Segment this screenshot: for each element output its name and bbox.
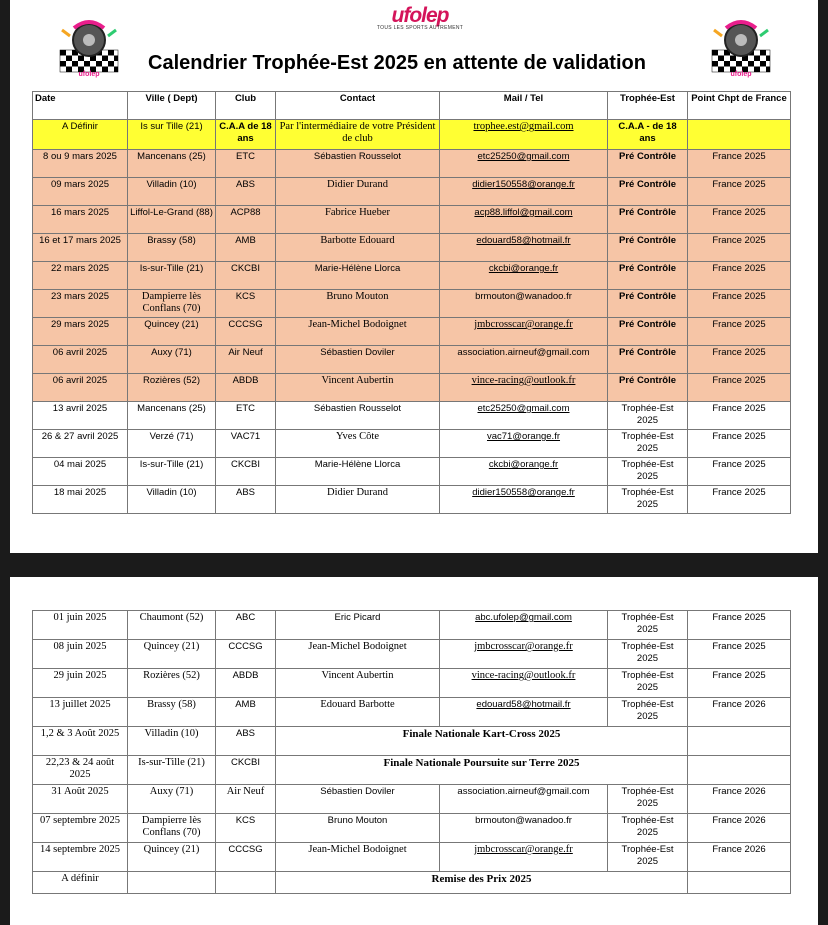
cell-ville: Rozières (52) xyxy=(128,374,216,402)
cell-date: 07 septembre 2025 xyxy=(33,814,128,843)
cell-point: France 2025 xyxy=(688,486,791,514)
col-point-header: Point Chpt de France xyxy=(688,92,791,120)
cell-point xyxy=(688,120,791,150)
cell-contact: Sébastien Rousselot xyxy=(276,150,440,178)
cell-trophee: Trophée-Est 2025 xyxy=(608,402,688,430)
cell-trophee: Pré Contrôle xyxy=(608,346,688,374)
cell-ville: Dampierre lès Conflans (70) xyxy=(128,814,216,843)
cell-ville: Auxy (71) xyxy=(128,785,216,814)
cell-ville: Rozières (52) xyxy=(128,669,216,698)
cell-club xyxy=(216,872,276,894)
cell-point: France 2025 xyxy=(688,374,791,402)
cell-date: 16 mars 2025 xyxy=(33,206,128,234)
table-row xyxy=(33,640,791,669)
cell-trophee: Trophée-Est 2025 xyxy=(608,669,688,698)
cell-date: 14 septembre 2025 xyxy=(33,843,128,872)
calendar-page-2 xyxy=(10,577,818,925)
cell-point: France 2025 xyxy=(688,234,791,262)
cell-ville: Chaumont (52) xyxy=(128,611,216,640)
cell-ville: Mancenans (25) xyxy=(128,402,216,430)
table-row xyxy=(33,318,791,346)
cell-contact: Didier Durand xyxy=(276,178,440,206)
col-ville-header: Ville ( Dept) xyxy=(128,92,216,120)
cell-club: ETC xyxy=(216,402,276,430)
table-row xyxy=(33,120,791,150)
cell-club: AMB xyxy=(216,698,276,727)
cell-contact: Marie-Hélène Llorca xyxy=(276,458,440,486)
cell-point: France 2026 xyxy=(688,814,791,843)
cell-date: 22,23 & 24 août 2025 xyxy=(33,756,128,785)
cell-mail[interactable]: jmbcrosscar@orange.fr xyxy=(440,843,608,872)
col-trophee-header: Trophée-Est xyxy=(608,92,688,120)
cell-contact: Sébastien Doviler xyxy=(276,346,440,374)
cell-club: ABS xyxy=(216,727,276,756)
cell-contact: Didier Durand xyxy=(276,486,440,514)
cell-contact: Fabrice Hueber xyxy=(276,206,440,234)
cell-club: KCS xyxy=(216,290,276,318)
col-contact-header: Contact xyxy=(276,92,440,120)
cell-club: CKCBI xyxy=(216,262,276,290)
cell-club: ABS xyxy=(216,178,276,206)
table-row xyxy=(33,430,791,458)
logo-tagline: TOUS LES SPORTS AUTREMENT xyxy=(376,25,464,31)
cell-mail[interactable]: ckcbi@orange.fr xyxy=(440,458,608,486)
cell-trophee: Trophée-Est 2025 xyxy=(608,611,688,640)
race-badge-left-icon xyxy=(56,14,122,78)
cell-club: CKCBI xyxy=(216,458,276,486)
svg-text:ufolep: ufolep xyxy=(78,71,100,78)
cell-club: ACP88 xyxy=(216,206,276,234)
table-row xyxy=(33,756,791,785)
cell-date: 06 avril 2025 xyxy=(33,346,128,374)
cell-point: France 2025 xyxy=(688,150,791,178)
cell-trophee: Trophée-Est 2025 xyxy=(608,785,688,814)
table-row xyxy=(33,402,791,430)
cell-club: ABS xyxy=(216,486,276,514)
cell-club: Air Neuf xyxy=(216,785,276,814)
cell-point: France 2025 xyxy=(688,318,791,346)
cell-mail[interactable]: vac71@orange.fr xyxy=(440,430,608,458)
ufolep-logo xyxy=(350,4,490,31)
table-row xyxy=(33,698,791,727)
cell-ville xyxy=(128,872,216,894)
cell-mail[interactable]: brmouton@wanadoo.fr xyxy=(440,814,608,843)
cell-point: France 2026 xyxy=(688,785,791,814)
cell-ville: Is sur Tille (21) xyxy=(128,120,216,150)
table-header-row xyxy=(33,92,791,120)
cell-contact: Vincent Aubertin xyxy=(276,374,440,402)
cell-ville: Villadin (10) xyxy=(128,178,216,206)
cell-trophee: Trophée-Est 2025 xyxy=(608,698,688,727)
calendar-page-1 xyxy=(10,0,818,553)
cell-mail[interactable]: abc.ufolep@gmail.com xyxy=(440,611,608,640)
table-row xyxy=(33,150,791,178)
cell-mail[interactable]: brmouton@wanadoo.fr xyxy=(440,290,608,318)
cell-ville: Quincey (21) xyxy=(128,640,216,669)
table-row xyxy=(33,290,791,318)
cell-club: ETC xyxy=(216,150,276,178)
cell-trophee: Pré Contrôle xyxy=(608,234,688,262)
cell-contact: Par l'intermédiaire de votre Président de club xyxy=(276,120,440,150)
cell-date: A Définir xyxy=(33,120,128,150)
cell-date: 26 & 27 avril 2025 xyxy=(33,430,128,458)
cell-point: France 2025 xyxy=(688,458,791,486)
cell-date: 22 mars 2025 xyxy=(33,262,128,290)
cell-contact: Vincent Aubertin xyxy=(276,669,440,698)
event-note: Remise des Prix 2025 xyxy=(276,872,688,894)
cell-point: France 2025 xyxy=(688,430,791,458)
cell-mail[interactable]: etc25250@gmail.com xyxy=(440,402,608,430)
cell-trophee: Trophée-Est 2025 xyxy=(608,640,688,669)
cell-trophee: Trophée-Est 2025 xyxy=(608,458,688,486)
cell-point: France 2025 xyxy=(688,669,791,698)
table-row xyxy=(33,872,791,894)
cell-trophee: C.A.A - de 18 ans xyxy=(608,120,688,150)
table-row xyxy=(33,611,791,640)
cell-date: 13 juillet 2025 xyxy=(33,698,128,727)
cell-contact: Jean-Michel Bodoignet xyxy=(276,318,440,346)
cell-contact: Jean-Michel Bodoignet xyxy=(276,843,440,872)
cell-club: CCCSG xyxy=(216,318,276,346)
cell-mail[interactable]: vince-racing@outlook.fr xyxy=(440,669,608,698)
cell-date: 23 mars 2025 xyxy=(33,290,128,318)
cell-contact: Sébastien Doviler xyxy=(276,785,440,814)
cell-club: CCCSG xyxy=(216,640,276,669)
cell-ville: Mancenans (25) xyxy=(128,150,216,178)
cell-date: A définir xyxy=(33,872,128,894)
cell-date: 04 mai 2025 xyxy=(33,458,128,486)
cell-ville: Is-sur-Tille (21) xyxy=(128,262,216,290)
cell-club: ABC xyxy=(216,611,276,640)
cell-club: CCCSG xyxy=(216,843,276,872)
cell-trophee: Pré Contrôle xyxy=(608,178,688,206)
table-row xyxy=(33,785,791,814)
cell-date: 13 avril 2025 xyxy=(33,402,128,430)
svg-text:ufolep: ufolep xyxy=(730,71,752,78)
cell-date: 08 juin 2025 xyxy=(33,640,128,669)
cell-point: France 2025 xyxy=(688,346,791,374)
cell-contact: Sébastien Rousselot xyxy=(276,402,440,430)
cell-club: ABDB xyxy=(216,669,276,698)
cell-ville: Liffol-Le-Grand (88) xyxy=(128,206,216,234)
cell-date: 09 mars 2025 xyxy=(33,178,128,206)
cell-mail[interactable]: ckcbi@orange.fr xyxy=(440,262,608,290)
cell-trophee: Pré Contrôle xyxy=(608,374,688,402)
cell-contact: Eric Picard xyxy=(276,611,440,640)
cell-point: France 2025 xyxy=(688,262,791,290)
event-note: Finale Nationale Poursuite sur Terre 2025 xyxy=(276,756,688,785)
cell-contact: Edouard Barbotte xyxy=(276,698,440,727)
col-mail-header: Mail / Tel xyxy=(440,92,608,120)
cell-date: 29 mars 2025 xyxy=(33,318,128,346)
calendar-table-1 xyxy=(32,91,791,514)
cell-ville: Quincey (21) xyxy=(128,318,216,346)
cell-club: Air Neuf xyxy=(216,346,276,374)
table-row xyxy=(33,234,791,262)
cell-date: 18 mai 2025 xyxy=(33,486,128,514)
cell-club: VAC71 xyxy=(216,430,276,458)
cell-trophee: Trophée-Est 2025 xyxy=(608,486,688,514)
cell-ville: Brassy (58) xyxy=(128,698,216,727)
cell-contact: Barbotte Edouard xyxy=(276,234,440,262)
cell-trophee: Trophée-Est 2025 xyxy=(608,814,688,843)
cell-trophee: Trophée-Est 2025 xyxy=(608,843,688,872)
cell-point: France 2026 xyxy=(688,843,791,872)
table-row xyxy=(33,669,791,698)
col-club-header: Club xyxy=(216,92,276,120)
cell-mail[interactable]: didier150558@orange.fr xyxy=(440,486,608,514)
table-row xyxy=(33,346,791,374)
cell-date: 8 ou 9 mars 2025 xyxy=(33,150,128,178)
cell-ville: Is-sur-Tille (21) xyxy=(128,458,216,486)
cell-mail[interactable]: edouard58@hotmail.fr xyxy=(440,698,608,727)
page-title: Calendrier Trophée-Est 2025 en attente de validation xyxy=(148,52,646,74)
cell-mail[interactable]: association.airneuf@gmail.com xyxy=(440,785,608,814)
cell-point: France 2025 xyxy=(688,640,791,669)
table-row xyxy=(33,814,791,843)
table-row xyxy=(33,178,791,206)
cell-ville: Quincey (21) xyxy=(128,843,216,872)
cell-ville: Villadin (10) xyxy=(128,486,216,514)
cell-club: KCS xyxy=(216,814,276,843)
cell-mail[interactable]: acp88.liffol@gmail.com xyxy=(440,206,608,234)
cell-trophee: Trophée-Est 2025 xyxy=(608,430,688,458)
cell-date: 06 avril 2025 xyxy=(33,374,128,402)
cell-ville: Verzé (71) xyxy=(128,430,216,458)
table-row xyxy=(33,206,791,234)
cell-point xyxy=(688,872,791,894)
cell-mail[interactable]: edouard58@hotmail.fr xyxy=(440,234,608,262)
table-row xyxy=(33,262,791,290)
cell-point: France 2025 xyxy=(688,402,791,430)
cell-contact: Jean-Michel Bodoignet xyxy=(276,640,440,669)
cell-trophee: Pré Contrôle xyxy=(608,290,688,318)
cell-ville: Villadin (10) xyxy=(128,727,216,756)
cell-trophee: Pré Contrôle xyxy=(608,206,688,234)
event-note: Finale Nationale Kart-Cross 2025 xyxy=(276,727,688,756)
cell-mail[interactable]: didier150558@orange.fr xyxy=(440,178,608,206)
cell-point xyxy=(688,727,791,756)
cell-mail[interactable]: vince-racing@outlook.fr xyxy=(440,374,608,402)
cell-point xyxy=(688,756,791,785)
cell-mail[interactable]: jmbcrosscar@orange.fr xyxy=(440,640,608,669)
cell-contact: Yves Côte xyxy=(276,430,440,458)
cell-date: 29 juin 2025 xyxy=(33,669,128,698)
table-row xyxy=(33,374,791,402)
cell-point: France 2026 xyxy=(688,698,791,727)
cell-point: France 2025 xyxy=(688,178,791,206)
table-row xyxy=(33,843,791,872)
calendar-table-2 xyxy=(32,610,791,894)
cell-point: France 2025 xyxy=(688,611,791,640)
cell-mail[interactable]: association.airneuf@gmail.com xyxy=(440,346,608,374)
cell-date: 01 juin 2025 xyxy=(33,611,128,640)
cell-contact: Bruno Mouton xyxy=(276,814,440,843)
cell-mail[interactable]: jmbcrosscar@orange.fr xyxy=(440,318,608,346)
race-badge-right-icon xyxy=(708,14,774,78)
table-row xyxy=(33,486,791,514)
cell-trophee: Pré Contrôle xyxy=(608,318,688,346)
cell-date: 16 et 17 mars 2025 xyxy=(33,234,128,262)
cell-trophee: Pré Contrôle xyxy=(608,262,688,290)
cell-contact: Bruno Mouton xyxy=(276,290,440,318)
cell-trophee: Pré Contrôle xyxy=(608,150,688,178)
cell-ville: Brassy (58) xyxy=(128,234,216,262)
cell-point: France 2025 xyxy=(688,290,791,318)
cell-mail[interactable]: trophee.est@gmail.com xyxy=(440,120,608,150)
table-row xyxy=(33,727,791,756)
cell-date: 31 Août 2025 xyxy=(33,785,128,814)
cell-mail[interactable]: etc25250@gmail.com xyxy=(440,150,608,178)
cell-ville: Is-sur-Tille (21) xyxy=(128,756,216,785)
cell-club: ABDB xyxy=(216,374,276,402)
cell-point: France 2025 xyxy=(688,206,791,234)
table-row xyxy=(33,458,791,486)
cell-date: 1,2 & 3 Août 2025 xyxy=(33,727,128,756)
cell-club: AMB xyxy=(216,234,276,262)
cell-ville: Dampierre lès Conflans (70) xyxy=(128,290,216,318)
cell-club: C.A.A de 18 ans xyxy=(216,120,276,150)
cell-contact: Marie-Hélène Llorca xyxy=(276,262,440,290)
logo-word: ufolep xyxy=(391,4,449,27)
cell-club: CKCBI xyxy=(216,756,276,785)
col-date-header: Date xyxy=(33,92,128,120)
cell-ville: Auxy (71) xyxy=(128,346,216,374)
